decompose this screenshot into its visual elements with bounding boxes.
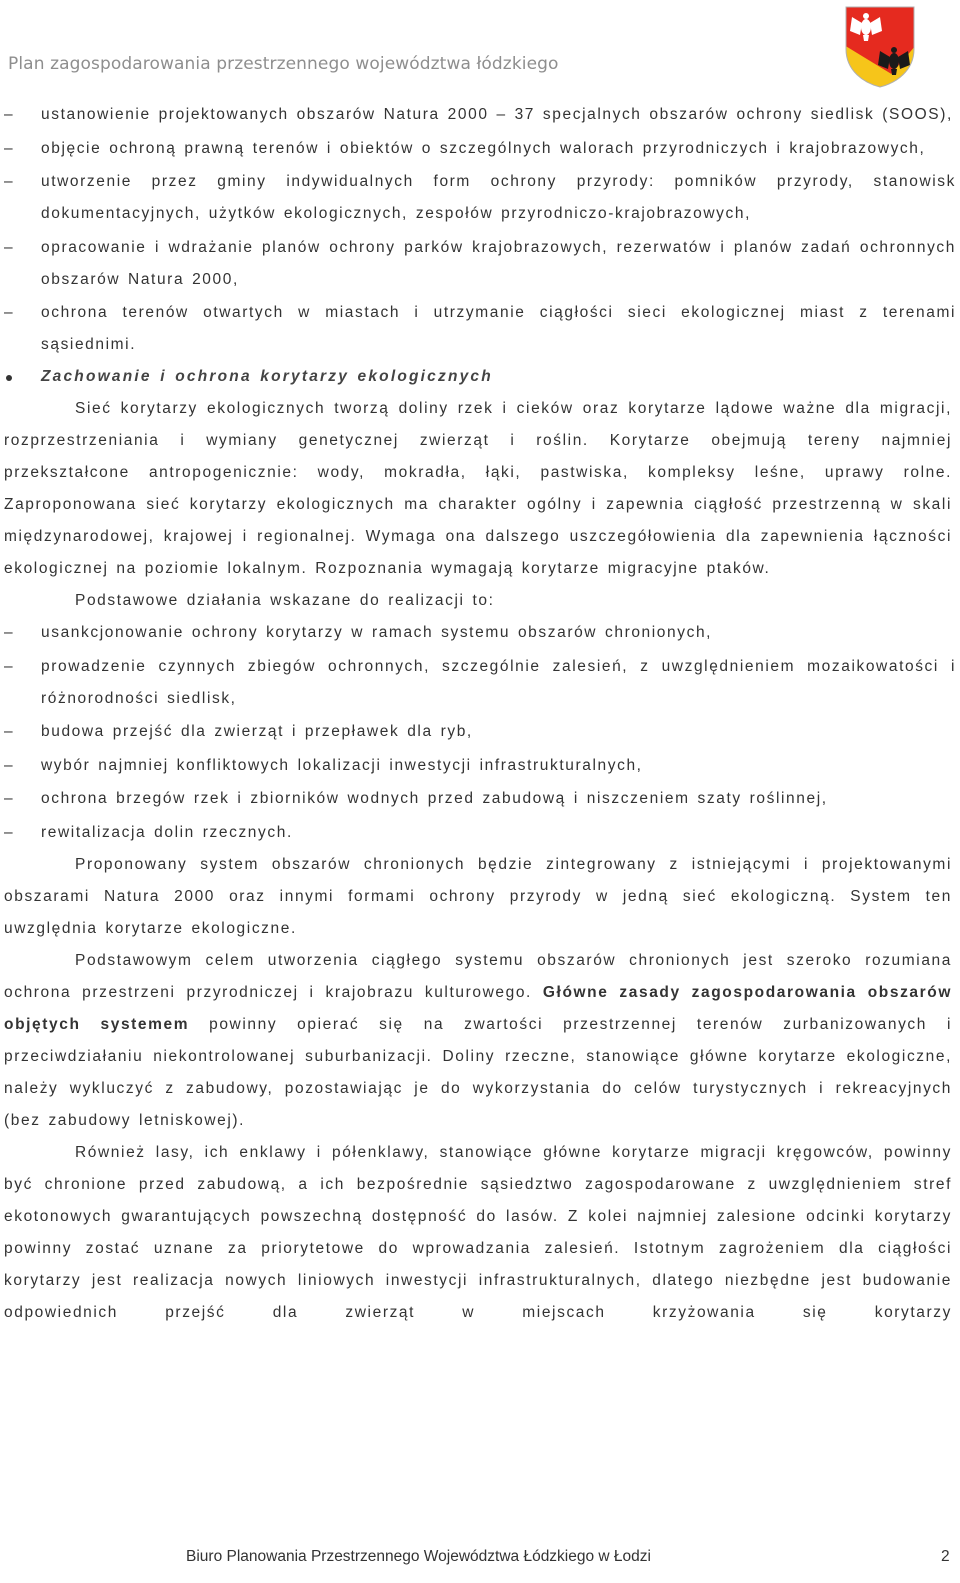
- dash-bullet-icon: –: [4, 790, 15, 807]
- dash-bullet-icon: –: [4, 238, 15, 256]
- list-item: – opracowanie i wdrażanie planów ochrony parków krajobrazowych, rezerwatów i planów zadań ochronnych obszarów Natura 2000,: [0, 232, 960, 296]
- section-heading: Zachowanie i ochrona korytarzy ekologicznych: [0, 361, 960, 393]
- round-bullet-icon: [6, 375, 12, 381]
- list-item: – budowa przejść dla zwierząt i przepławek dla ryb,: [0, 716, 960, 748]
- dash-bullet-icon: –: [4, 723, 15, 740]
- document-header-title: Plan zagospodarowania przestrzennego województwa łódzkiego: [8, 54, 559, 74]
- list-item: – ochrona terenów otwartych w miastach i utrzymanie ciągłości sieci ekologicznej miast z terenami sąsiednimi.: [0, 297, 960, 361]
- dash-bullet-icon: –: [4, 106, 15, 123]
- paragraph: Podstawowe działania wskazane do realizacji to:: [75, 592, 495, 609]
- dash-bullet-icon: –: [4, 304, 15, 321]
- paragraph: Sieć korytarzy ekologicznych tworzą doliny rzek i cieków oraz korytarze lądowe ważne dla migracji, rozprzestrzeniania i wymiany genetycznej zwierząt i roślin. Korytarze obejmują tereny najmniej przekształcone antropogenicznie: wody, mokradła, łąki, pastwiska, kompleksy leśne, uprawy rolne. Zaproponowana sieć korytarzy ekologicznych ma charakter ogólny i zapewnia ciągłość przestrzenną w skali międzynarodowej, krajowej i regionalnej. Wymaga ona dalszego uszczegółowienia dla zapewnienia łączności ekologicznej na poziomie lokalnym. Rozpoznania wymagają korytarze migracyjne ptaków.: [4, 400, 952, 577]
- paragraph: Proponowany system obszarów chronionych będzie zintegrowany z istniejącymi i projektowanymi obszarami Natura 2000 oraz innymi formami ochrony przyrody w jedną sieć ekologiczną. System ten uwzględnia korytarze ekologiczne.: [4, 855, 952, 937]
- list-item: – ochrona brzegów rzek i zbiorników wodnych przed zabudową i niszczeniem szaty roślinnej,: [0, 783, 960, 815]
- dash-bullet-icon: –: [4, 823, 15, 841]
- list-item: – prowadzenie czynnych zbiegów ochronnych, szczególnie zalesień, z uwzględnieniem mozaikowatości i różnorodności siedlisk,: [0, 651, 960, 715]
- paragraph: Podstawowym celem utworzenia ciągłego systemu obszarów chronionych jest szeroko rozumiana ochrona przestrzeni przyrodniczej i krajobrazu kulturowego. Główne zasady zagospodarowania obszarów objętych systemem powinny opierać się na zwartości przestrzennej terenów zurbanizowanych i przeciwdziałaniu niekontrolowanej suburbanizacji. Doliny rzeczne, stanowiące główne korytarze ekologiczne, należy wykluczyć z zabudowy, pozostawiając je do wykorzystania do celów turystycznych i rekreacyjnych (bez zabudowy letniskowej).: [4, 951, 952, 1129]
- dash-bullet-icon: –: [4, 173, 15, 190]
- paragraph: Również lasy, ich enklawy i półenklawy, stanowiące główne korytarze migracji kręgowców, powinny być chronione przed zabudową, a ich bezpośrednie sąsiedztwo zagospodarowane z uwzględnieniem stref ekotonowych gwarantujących powszechną dostępność do lasów. Z kolei najmniej zalesione odcinki korytarzy powinny zostać uznane za priorytetowe do wprowadzania zalesień. Istotnym zagrożeniem dla ciągłości korytarzy jest realizacja nowych liniowych inwestycji infrastrukturalnych, dlatego niezbędne jest budowanie odpowiednich przejść dla zwierząt w miejscach krzyżowania się korytarzy: [4, 1143, 952, 1321]
- list-item: – utworzenie przez gminy indywidualnych form ochrony przyrody: pomników przyrody, stanowisk dokumentacyjnych, użytków ekologicznych, zespołów przyrodniczo-krajobrazowych,: [0, 166, 960, 230]
- dash-bullet-icon: –: [4, 756, 15, 774]
- dash-bullet-icon: –: [4, 139, 15, 157]
- document-body: [0, 99, 960, 1329]
- lodz-voivodeship-coat-of-arms-icon: [844, 5, 916, 89]
- page-number: 2: [941, 1548, 950, 1565]
- list-item: – wybór najmniej konfliktowych lokalizacji inwestycji infrastrukturalnych,: [0, 750, 960, 782]
- dash-bullet-icon: –: [4, 657, 15, 675]
- list-item: – usankcjonowanie ochrony korytarzy w ramach systemu obszarów chronionych,: [0, 617, 960, 649]
- list-item: – rewitalizacja dolin rzecznych.: [0, 817, 960, 849]
- bold-phrase: Główne zasady zagospodarowania obszarów objętych systemem: [4, 983, 952, 1033]
- list-item: – ustanowienie projektowanych obszarów Natura 2000 – 37 specjalnych obszarów ochrony siedlisk (SOOS),: [0, 99, 960, 131]
- dash-bullet-icon: –: [4, 624, 15, 641]
- list-item: – objęcie ochroną prawną terenów i obiektów o szczególnych walorach przyrodniczych i krajobrazowych,: [0, 133, 960, 165]
- footer-organization: Biuro Planowania Przestrzennego Województwa Łódzkiego w Łodzi: [186, 1548, 651, 1565]
